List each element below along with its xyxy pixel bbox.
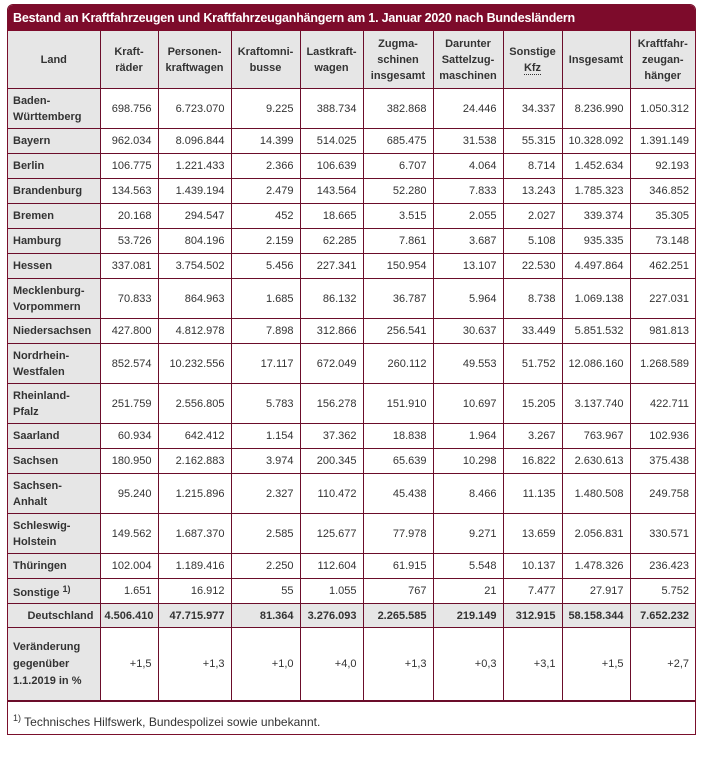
total-value-cell: 58.158.344 — [562, 604, 630, 628]
value-cell: 16.912 — [158, 579, 231, 604]
value-cell: 10.328.092 — [562, 129, 630, 154]
value-cell: 12.086.160 — [562, 344, 630, 384]
change-value-cell: +0,3 — [433, 628, 503, 701]
column-header — [433, 31, 503, 89]
value-cell: 65.639 — [363, 449, 433, 474]
value-cell: 4.064 — [433, 154, 503, 179]
land-cell — [8, 319, 100, 344]
column-header — [562, 31, 630, 89]
value-cell: 31.538 — [433, 129, 503, 154]
value-cell: 53.726 — [100, 229, 158, 254]
value-cell: 249.758 — [630, 474, 695, 514]
land-name-line: Nordrhein- — [13, 349, 70, 362]
land-name-line: Schleswig- — [13, 519, 71, 532]
footnote-ref: 1) — [62, 584, 71, 594]
column-header-line: Kraft- — [114, 45, 144, 58]
value-cell: 24.446 — [433, 89, 503, 129]
total-value-cell: 7.652.232 — [630, 604, 695, 628]
table-row — [8, 344, 695, 384]
land-cell — [8, 554, 100, 579]
land-name-line: Bayern — [13, 135, 51, 147]
land-name-line: Saarland — [13, 430, 60, 442]
value-cell: 77.978 — [363, 514, 433, 554]
value-cell: 256.541 — [363, 319, 433, 344]
value-cell: 134.563 — [100, 179, 158, 204]
value-cell: 4.497.864 — [562, 254, 630, 279]
change-value-cell: +2,7 — [630, 628, 695, 701]
value-cell: 16.822 — [503, 449, 562, 474]
value-cell: 312.866 — [300, 319, 363, 344]
total-value-cell: 219.149 — [433, 604, 503, 628]
value-cell: 227.341 — [300, 254, 363, 279]
value-cell: 61.915 — [363, 554, 433, 579]
value-cell: 1.651 — [100, 579, 158, 604]
land-cell — [8, 384, 100, 424]
column-header-line: Sonstige — [509, 45, 556, 58]
value-cell: 18.838 — [363, 424, 433, 449]
change-value-cell: +3,1 — [503, 628, 562, 701]
value-cell: 3.267 — [503, 424, 562, 449]
value-cell: 180.950 — [100, 449, 158, 474]
value-cell: 10.137 — [503, 554, 562, 579]
land-cell — [8, 154, 100, 179]
value-cell: 60.934 — [100, 424, 158, 449]
value-cell: 2.556.805 — [158, 384, 231, 424]
column-header-line: Personen- — [167, 45, 222, 58]
value-cell: 2.366 — [231, 154, 300, 179]
value-cell: 1.687.370 — [158, 514, 231, 554]
value-cell: 294.547 — [158, 204, 231, 229]
land-cell — [8, 179, 100, 204]
change-value-cell: +1,5 — [562, 628, 630, 701]
value-cell: 5.548 — [433, 554, 503, 579]
total-value-cell: 47.715.977 — [158, 604, 231, 628]
value-cell: 642.412 — [158, 424, 231, 449]
value-cell: 251.759 — [100, 384, 158, 424]
land-name-line: Thüringen — [13, 560, 67, 572]
value-cell: 852.574 — [100, 344, 158, 384]
total-value-cell: 2.265.585 — [363, 604, 433, 628]
change-row — [8, 628, 695, 701]
land-name-line: Baden- — [13, 94, 51, 107]
value-cell: 1.189.416 — [158, 554, 231, 579]
value-cell: 8.738 — [503, 279, 562, 319]
value-cell: 30.637 — [433, 319, 503, 344]
land-cell — [8, 254, 100, 279]
value-cell: 92.193 — [630, 154, 695, 179]
value-cell: 514.025 — [300, 129, 363, 154]
value-cell: 5.964 — [433, 279, 503, 319]
column-header — [363, 31, 433, 89]
land-name-line: Niedersachsen — [13, 325, 92, 337]
value-cell: 382.868 — [363, 89, 433, 129]
value-cell: 935.335 — [562, 229, 630, 254]
value-cell: 73.148 — [630, 229, 695, 254]
change-label — [8, 628, 100, 701]
value-cell: 37.362 — [300, 424, 363, 449]
column-header-line: wagen — [314, 61, 349, 74]
value-cell: 375.438 — [630, 449, 695, 474]
land-name-line: Anhalt — [13, 495, 48, 508]
value-cell: 5.783 — [231, 384, 300, 424]
value-cell: 7.861 — [363, 229, 433, 254]
value-cell: 49.553 — [433, 344, 503, 384]
table-row — [8, 474, 695, 514]
land-name-line: Sonstige — [13, 587, 60, 599]
value-cell: 2.056.831 — [562, 514, 630, 554]
land-cell — [8, 424, 100, 449]
value-cell: 200.345 — [300, 449, 363, 474]
land-cell — [8, 344, 100, 384]
table-row — [8, 554, 695, 579]
value-cell: 106.639 — [300, 154, 363, 179]
table-row — [8, 154, 695, 179]
value-cell: 767 — [363, 579, 433, 604]
land-name-line: Württemberg — [13, 110, 82, 123]
value-cell: 6.707 — [363, 154, 433, 179]
change-value-cell: +4,0 — [300, 628, 363, 701]
column-header — [630, 31, 695, 89]
value-cell: 1.050.312 — [630, 89, 695, 129]
land-cell — [8, 229, 100, 254]
column-header-line: Lastkraft- — [306, 45, 357, 58]
land-name-line: Brandenburg — [13, 185, 83, 197]
land-name-line: Mecklenburg- — [13, 284, 85, 297]
value-cell: 1.685 — [231, 279, 300, 319]
value-cell: 236.423 — [630, 554, 695, 579]
land-name-line: Rheinland- — [13, 389, 70, 402]
value-cell: 1.215.896 — [158, 474, 231, 514]
value-cell: 35.305 — [630, 204, 695, 229]
value-cell: 8.236.990 — [562, 89, 630, 129]
column-header-line: maschinen — [439, 69, 497, 82]
table-row — [8, 89, 695, 129]
column-header — [503, 31, 562, 89]
value-cell: 110.472 — [300, 474, 363, 514]
value-cell: 1.964 — [433, 424, 503, 449]
value-cell: 452 — [231, 204, 300, 229]
value-cell: 8.714 — [503, 154, 562, 179]
land-name-line: Westfalen — [13, 365, 65, 378]
total-value-cell: 81.364 — [231, 604, 300, 628]
land-cell — [8, 89, 100, 129]
land-cell — [8, 449, 100, 474]
value-cell: 2.630.613 — [562, 449, 630, 474]
value-cell: 11.135 — [503, 474, 562, 514]
footnote-text: Technisches Hilfswerk, Bundespolizei sowie unbekannt. — [24, 715, 321, 729]
table-row — [8, 179, 695, 204]
value-cell: 95.240 — [100, 474, 158, 514]
value-cell: 1.154 — [231, 424, 300, 449]
footnote-marker: 1) — [13, 713, 22, 723]
value-cell: 672.049 — [300, 344, 363, 384]
value-cell: 13.243 — [503, 179, 562, 204]
column-header — [300, 31, 363, 89]
value-cell: 13.107 — [433, 254, 503, 279]
land-cell — [8, 279, 100, 319]
land-name-line: Vorpommern — [13, 300, 81, 313]
value-cell: 1.452.634 — [562, 154, 630, 179]
value-cell: 14.399 — [231, 129, 300, 154]
value-cell: 1.439.194 — [158, 179, 231, 204]
table-row — [8, 449, 695, 474]
value-cell: 143.564 — [300, 179, 363, 204]
column-header-line: Kraftfahr- — [637, 37, 688, 50]
column-header-line: Insgesamt — [568, 53, 624, 66]
total-value-cell: 3.276.093 — [300, 604, 363, 628]
value-cell: 462.251 — [630, 254, 695, 279]
land-name-line: Pfalz — [13, 405, 39, 418]
value-cell: 2.585 — [231, 514, 300, 554]
value-cell: 22.530 — [503, 254, 562, 279]
value-cell: 3.687 — [433, 229, 503, 254]
land-name-line: Holstein — [13, 535, 57, 548]
value-cell: 8.096.844 — [158, 129, 231, 154]
value-cell: 9.225 — [231, 89, 300, 129]
value-cell: 981.813 — [630, 319, 695, 344]
value-cell: 962.034 — [100, 129, 158, 154]
land-name-line: Sachsen — [13, 455, 59, 467]
value-cell: 1.785.323 — [562, 179, 630, 204]
value-cell: 36.787 — [363, 279, 433, 319]
value-cell: 52.280 — [363, 179, 433, 204]
value-cell: 20.168 — [100, 204, 158, 229]
value-cell: 7.833 — [433, 179, 503, 204]
value-cell: 9.271 — [433, 514, 503, 554]
value-cell: 7.898 — [231, 319, 300, 344]
value-cell: 3.754.502 — [158, 254, 231, 279]
footnote — [8, 701, 695, 734]
value-cell: 1.391.149 — [630, 129, 695, 154]
land-name-line: Hamburg — [13, 235, 62, 247]
value-cell: 62.285 — [300, 229, 363, 254]
value-cell: 6.723.070 — [158, 89, 231, 129]
value-cell: 1.268.589 — [630, 344, 695, 384]
column-header-line: Sattelzug- — [441, 53, 495, 66]
value-cell: 45.438 — [363, 474, 433, 514]
value-cell: 2.250 — [231, 554, 300, 579]
total-value-cell: 4.506.410 — [100, 604, 158, 628]
land-cell — [8, 129, 100, 154]
land-cell — [8, 204, 100, 229]
value-cell: 17.117 — [231, 344, 300, 384]
value-cell: 151.910 — [363, 384, 433, 424]
value-cell: 51.752 — [503, 344, 562, 384]
value-cell: 5.752 — [630, 579, 695, 604]
value-cell: 346.852 — [630, 179, 695, 204]
table-row — [8, 514, 695, 554]
column-header-line: kraftwagen — [165, 61, 224, 74]
table-body — [8, 89, 695, 701]
value-cell: 388.734 — [300, 89, 363, 129]
total-label: Deutschland — [8, 604, 100, 628]
value-cell: 86.132 — [300, 279, 363, 319]
value-cell: 55 — [231, 579, 300, 604]
total-value-cell: 312.915 — [503, 604, 562, 628]
value-cell: 3.137.740 — [562, 384, 630, 424]
land-cell — [8, 514, 100, 554]
table-title: Bestand an Kraftfahrzeugen und Kraftfahrzeuganhängern am 1. Januar 2020 nach Bundesländern — [8, 5, 695, 31]
value-cell: 34.337 — [503, 89, 562, 129]
value-cell: 10.298 — [433, 449, 503, 474]
land-cell — [8, 579, 100, 604]
value-cell: 8.466 — [433, 474, 503, 514]
land-name-line: Bremen — [13, 210, 54, 222]
land-name-line: Berlin — [13, 160, 45, 172]
value-cell: 55.315 — [503, 129, 562, 154]
vehicle-stock-table — [8, 31, 695, 701]
land-name-line: 1.1.2019 in % — [13, 674, 82, 687]
value-cell: 70.833 — [100, 279, 158, 319]
value-cell: 106.775 — [100, 154, 158, 179]
header-row — [8, 31, 695, 89]
value-cell: 18.665 — [300, 204, 363, 229]
table-row — [8, 579, 695, 604]
value-cell: 422.711 — [630, 384, 695, 424]
land-name-line: Veränderung — [13, 640, 81, 653]
column-header-line: insgesamt — [370, 69, 426, 82]
change-value-cell: +1,3 — [158, 628, 231, 701]
value-cell: 3.515 — [363, 204, 433, 229]
column-header-line: Land — [40, 53, 67, 66]
value-cell: 330.571 — [630, 514, 695, 554]
value-cell: 5.851.532 — [562, 319, 630, 344]
column-header-line: busse — [249, 61, 282, 74]
column-header — [8, 31, 100, 89]
change-value-cell: +1,5 — [100, 628, 158, 701]
kfz-abbreviation: Kfz — [523, 61, 542, 74]
value-cell: 1.478.326 — [562, 554, 630, 579]
value-cell: 102.004 — [100, 554, 158, 579]
value-cell: 685.475 — [363, 129, 433, 154]
value-cell: 227.031 — [630, 279, 695, 319]
table-row — [8, 384, 695, 424]
value-cell: 5.456 — [231, 254, 300, 279]
value-cell: 13.659 — [503, 514, 562, 554]
value-cell: 427.800 — [100, 319, 158, 344]
value-cell: 2.159 — [231, 229, 300, 254]
value-cell: 4.812.978 — [158, 319, 231, 344]
value-cell: 3.974 — [231, 449, 300, 474]
value-cell: 1.221.433 — [158, 154, 231, 179]
column-header — [231, 31, 300, 89]
land-cell — [8, 474, 100, 514]
value-cell: 150.954 — [363, 254, 433, 279]
column-header — [100, 31, 158, 89]
value-cell: 125.677 — [300, 514, 363, 554]
value-cell: 2.055 — [433, 204, 503, 229]
value-cell: 10.697 — [433, 384, 503, 424]
table-row — [8, 129, 695, 154]
value-cell: 7.477 — [503, 579, 562, 604]
value-cell: 698.756 — [100, 89, 158, 129]
value-cell: 763.967 — [562, 424, 630, 449]
value-cell: 1.480.508 — [562, 474, 630, 514]
value-cell: 149.562 — [100, 514, 158, 554]
value-cell: 2.027 — [503, 204, 562, 229]
column-header-line: räder — [115, 61, 143, 74]
land-name-line: gegenüber — [13, 657, 70, 670]
value-cell: 2.479 — [231, 179, 300, 204]
column-header-line: Darunter — [445, 37, 491, 50]
table-row — [8, 229, 695, 254]
value-cell: 804.196 — [158, 229, 231, 254]
column-header-line: schinen — [377, 53, 419, 66]
value-cell: 339.374 — [562, 204, 630, 229]
value-cell: 21 — [433, 579, 503, 604]
value-cell: 112.604 — [300, 554, 363, 579]
table-row — [8, 279, 695, 319]
vehicle-stock-table-container — [7, 4, 696, 735]
value-cell: 102.936 — [630, 424, 695, 449]
column-header-line: Kraftomni- — [237, 45, 294, 58]
land-name-line: Hessen — [13, 260, 53, 272]
value-cell: 864.963 — [158, 279, 231, 319]
value-cell: 260.112 — [363, 344, 433, 384]
table-row — [8, 424, 695, 449]
column-header-line: zeugan- — [641, 53, 684, 66]
value-cell: 337.081 — [100, 254, 158, 279]
land-name-line: Sachsen- — [13, 479, 62, 492]
value-cell: 10.232.556 — [158, 344, 231, 384]
value-cell: 1.069.138 — [562, 279, 630, 319]
value-cell: 2.327 — [231, 474, 300, 514]
change-value-cell: +1,0 — [231, 628, 300, 701]
column-header — [158, 31, 231, 89]
value-cell: 156.278 — [300, 384, 363, 424]
value-cell: 2.162.883 — [158, 449, 231, 474]
column-header-line: Zugma- — [378, 37, 418, 50]
column-header-line: hänger — [644, 69, 682, 82]
value-cell: 33.449 — [503, 319, 562, 344]
table-row — [8, 204, 695, 229]
value-cell: 5.108 — [503, 229, 562, 254]
table-row — [8, 254, 695, 279]
total-row — [8, 604, 695, 628]
change-value-cell: +1,3 — [363, 628, 433, 701]
value-cell: 1.055 — [300, 579, 363, 604]
value-cell: 27.917 — [562, 579, 630, 604]
value-cell: 15.205 — [503, 384, 562, 424]
table-row — [8, 319, 695, 344]
